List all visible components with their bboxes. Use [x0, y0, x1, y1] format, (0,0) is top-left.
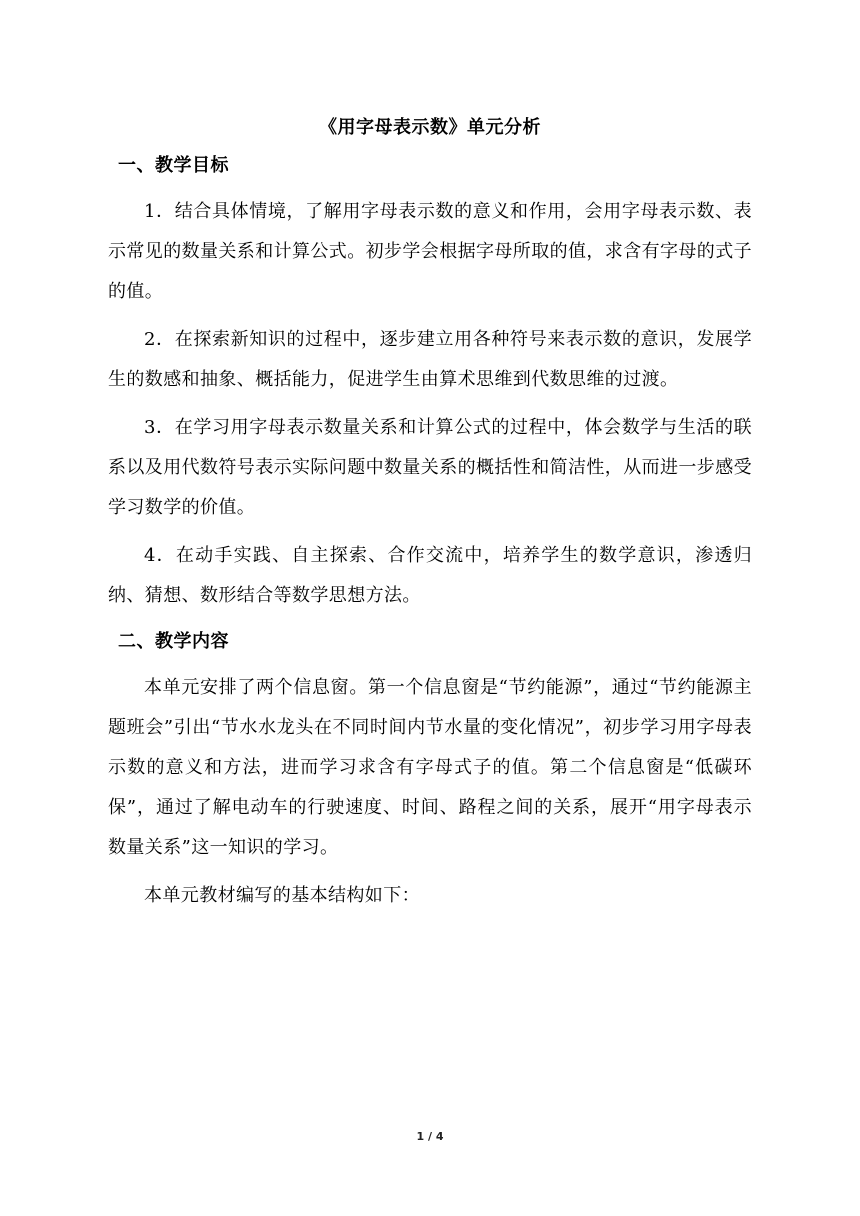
document-page — [108, 110, 752, 924]
objective-paragraph-4: 4．在动手实践、自主探索、合作交流中，培养学生的数学意识，渗透归纳、猜想、数形结合等数学思想方法。 — [108, 545, 752, 606]
objective-paragraph-1: 1．结合具体情境，了解用字母表示数的意义和作用，会用字母表示数、表示常见的数量关系和计算公式。初步学会根据字母所取的值，求含有字母的式子的值。 — [108, 201, 752, 302]
page-number: 1 / 4 — [416, 1130, 444, 1143]
content-paragraph-1: 本单元安排了两个信息窗。第一个信息窗是“节约能源”，通过“节约能源主题班会”引出“节水水龙头在不同时间内节水量的变化情况”，初步学习用字母表示数的意义和方法，进而学习求含有字母式子的值。第二个信息窗是“低碳环保”，通过了解电动车的行驶速度、时间、路程之间的关系，展开“用字母表示数量关系”这一知识的学习。 — [108, 677, 752, 858]
document-title: 《用字母表示数》单元分析 — [319, 117, 541, 138]
content-paragraph-2: 本单元教材编写的基本结构如下： — [144, 885, 420, 906]
objective-paragraph-3: 3．在学习用字母表示数量关系和计算公式的过程中，体会数学与生活的联系以及用代数符号表示实际问题中数量关系的概括性和简洁性，从而进一步感受学习数学的价值。 — [108, 417, 752, 518]
section-heading-objectives: 一、教学目标 — [118, 155, 229, 176]
section-heading-content: 二、教学内容 — [118, 631, 229, 652]
objective-paragraph-2: 2．在探索新知识的过程中，逐步建立用各种符号来表示数的意识，发展学生的数感和抽象、概括能力，促进学生由算术思维到代数思维的过渡。 — [108, 329, 752, 390]
